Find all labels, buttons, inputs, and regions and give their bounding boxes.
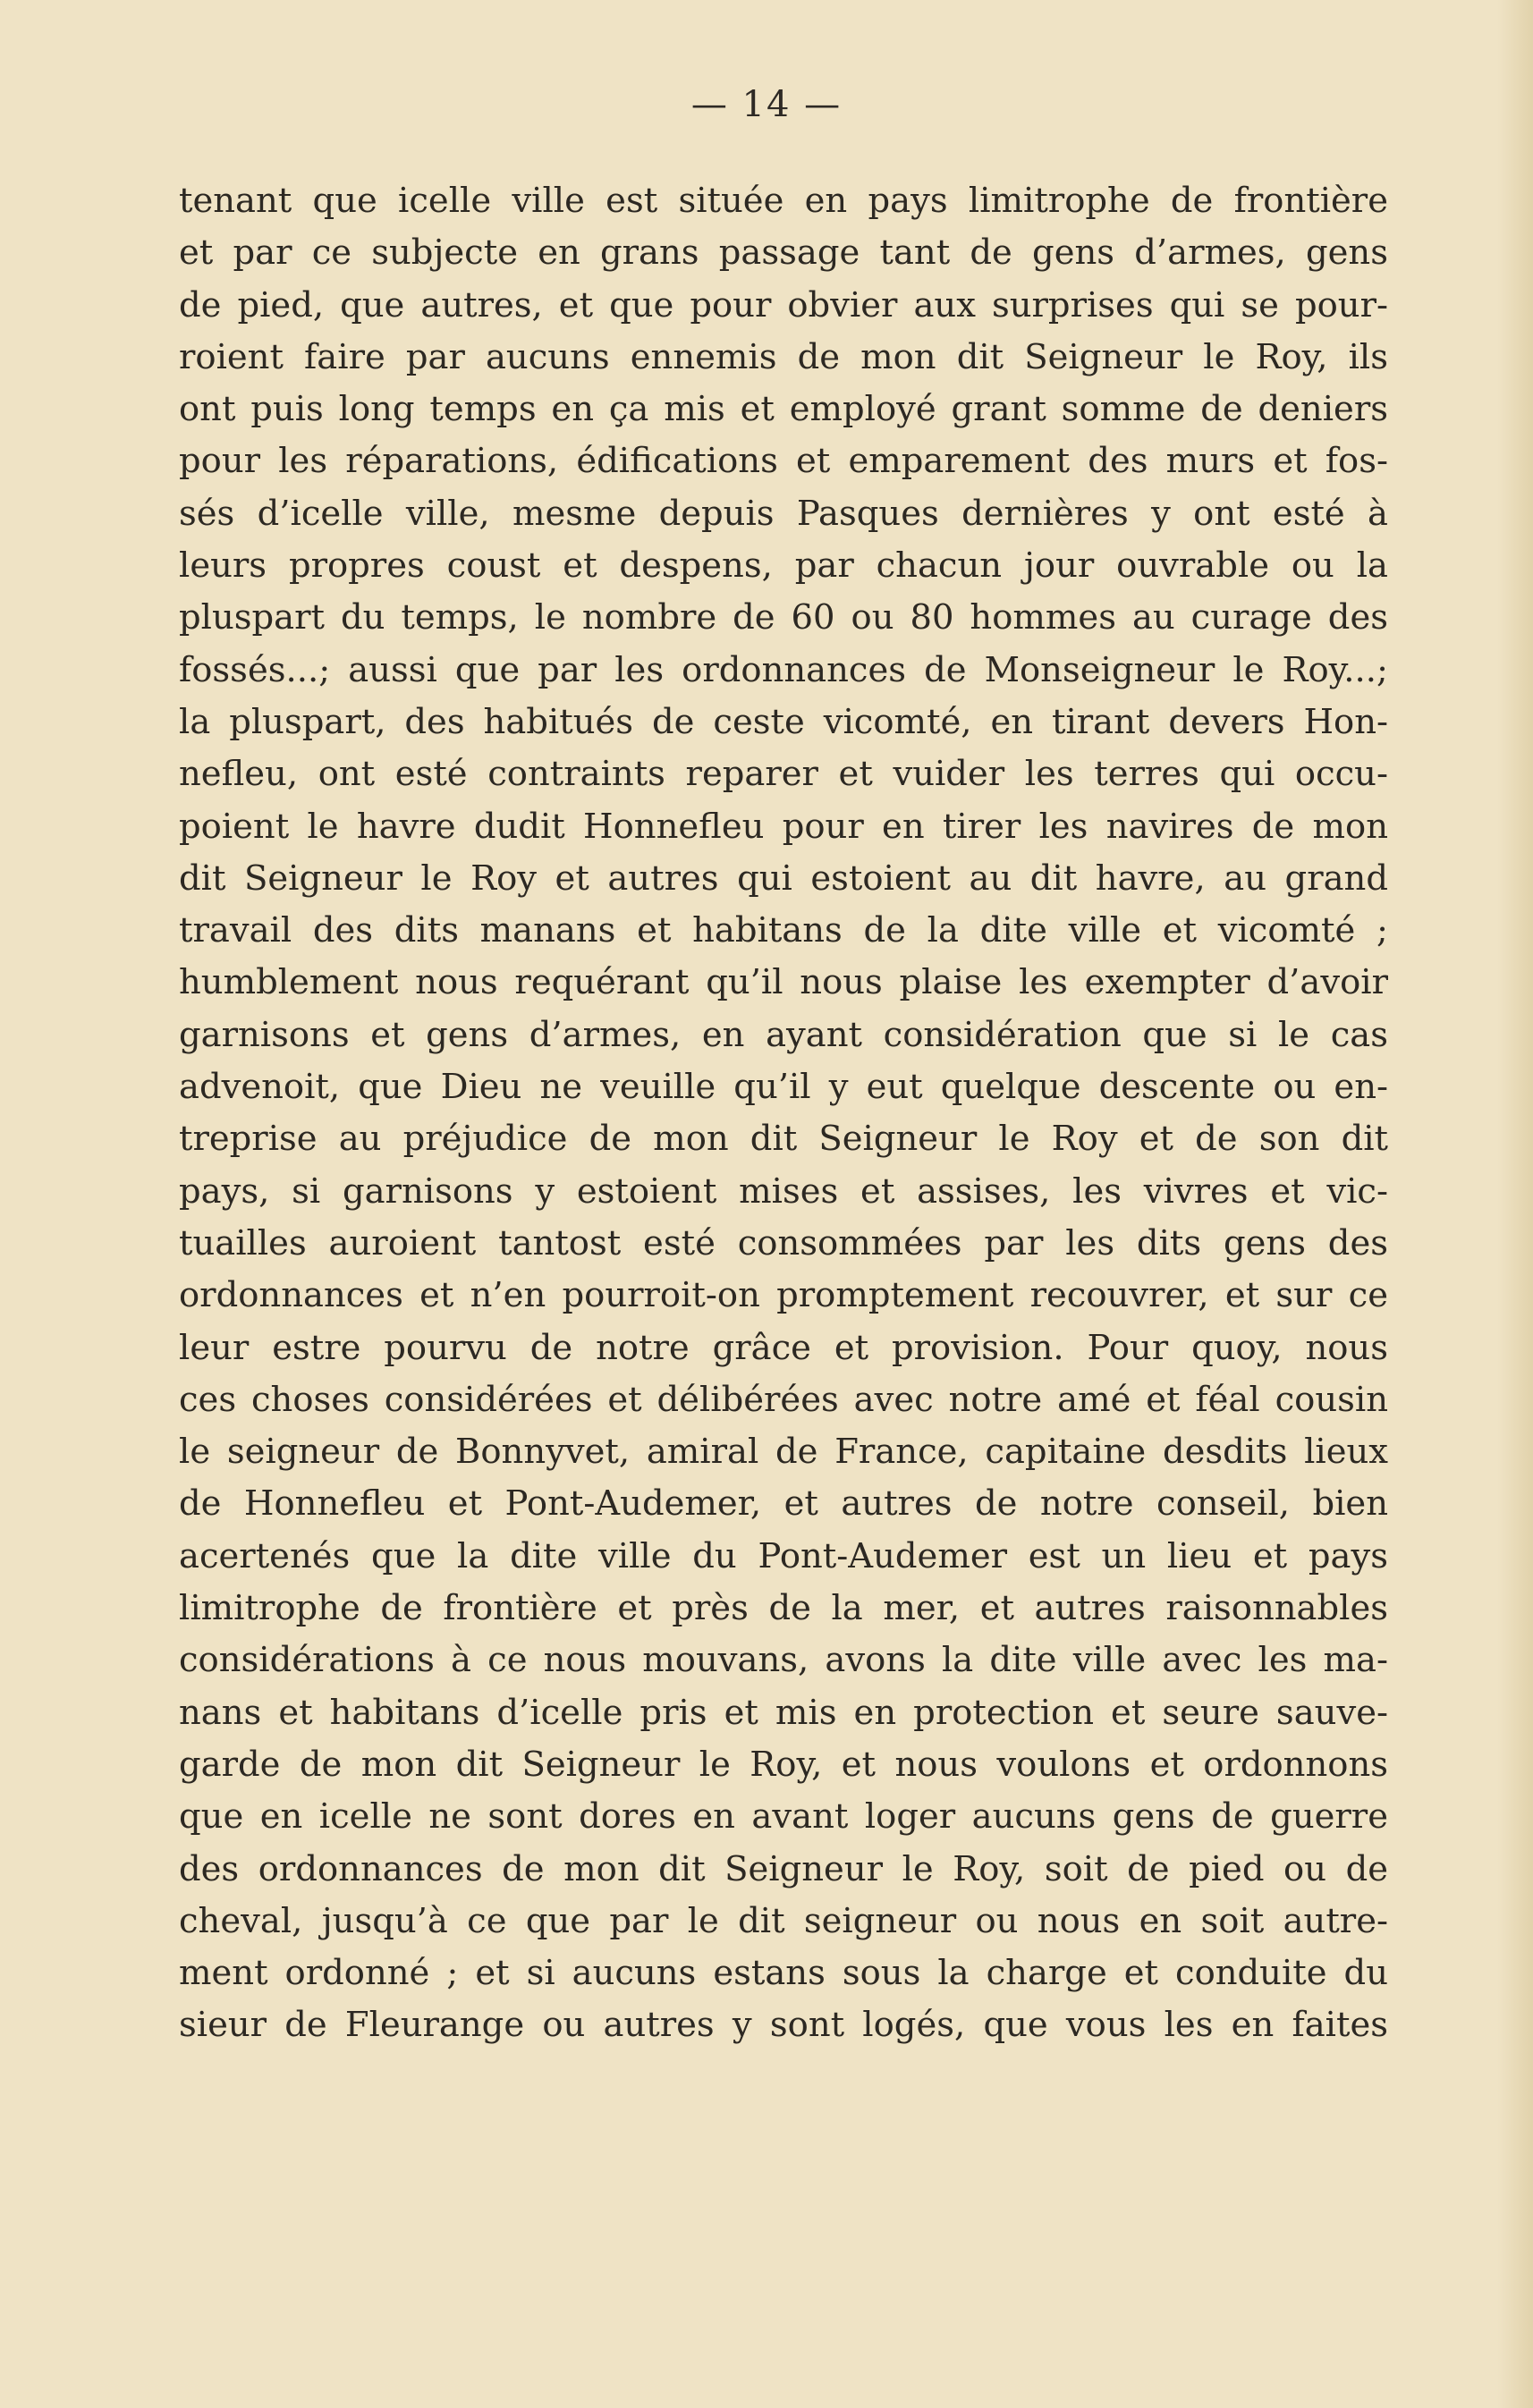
- text-line: sieur de Fleurange ou autres y sont logés, que vous les en faites: [179, 2005, 1388, 2046]
- page-number: — 14 —: [690, 84, 843, 125]
- text-line: dit Seigneur le Roy et autres qui estoient au dit havre, au grand: [179, 858, 1388, 899]
- text-line: des ordonnances de mon dit Seigneur le Roy, soit de pied ou de: [179, 1848, 1388, 1889]
- text-line: leur estre pourvu de notre grâce et provision. Pour quoy, nous: [179, 1327, 1388, 1368]
- text-line: roient faire par aucuns ennemis de mon dit Seigneur le Roy, ils: [179, 336, 1388, 377]
- text-line: la pluspart, des habitués de ceste vicomté, en tirant devers Hon-: [179, 701, 1388, 742]
- text-line: travail des dits manans et habitans de la dite ville et vicomté ;: [179, 910, 1388, 951]
- text-line: limitrophe de frontière et près de la mer, et autres raisonnables: [179, 1588, 1388, 1629]
- text-line: advenoit, que Dieu ne veuille qu’il y eut quelque descente ou en-: [179, 1067, 1388, 1108]
- text-line: ont puis long temps en ça mis et employé grant somme de deniers: [179, 389, 1388, 430]
- text-line: poient le havre dudit Honnefleu pour en tirer les navires de mon: [179, 806, 1388, 847]
- text-line: considérations à ce nous mouvans, avons la dite ville avec les ma-: [179, 1640, 1388, 1681]
- body-text: [179, 175, 1388, 2052]
- text-line: tenant que icelle ville est située en pays limitrophe de frontière: [179, 181, 1388, 221]
- text-line: ces choses considérées et délibérées avec notre amé et féal cousin: [179, 1379, 1388, 1420]
- text-line: leurs propres coust et despens, par chacun jour ouvrable ou la: [179, 545, 1388, 587]
- text-line: garde de mon dit Seigneur le Roy, et nous voulons et ordonnons: [179, 1744, 1388, 1785]
- text-line: pour les réparations, édifications et emparement des murs et fos-: [179, 441, 1388, 482]
- text-line: treprise au préjudice de mon dit Seigneur le Roy et de son dit: [179, 1119, 1388, 1160]
- text-line: de Honnefleu et Pont-Audemer, et autres de notre conseil, bien: [179, 1483, 1388, 1525]
- text-line: garnisons et gens d’armes, en ayant considération que si le cas: [179, 1014, 1388, 1055]
- text-line: humblement nous requérant qu’il nous plaise les exempter d’avoir: [179, 962, 1388, 1003]
- text-line: nans et habitans d’icelle pris et mis en protection et seure sauve-: [179, 1692, 1388, 1733]
- text-line: de pied, que autres, et que pour obvier aux surprises qui se pour-: [179, 284, 1388, 325]
- text-line: pays, si garnisons y estoient mises et assises, les vivres et vic-: [179, 1170, 1388, 1212]
- text-line: ordonnances et n’en pourroit-on promptement recouvrer, et sur ce: [179, 1275, 1388, 1316]
- text-line: et par ce subjecte en grans passage tant de gens d’armes, gens: [179, 232, 1388, 274]
- text-line: fossés...; aussi que par les ordonnances de Monseigneur le Roy...;: [179, 649, 1388, 690]
- text-line: cheval, jusqu’à ce que par le dit seigneur ou nous en soit autre-: [179, 1900, 1388, 1941]
- text-line: tuailles auroient tantost esté consommées par les dits gens des: [179, 1222, 1388, 1263]
- text-line: le seigneur de Bonnyvet, amiral de France, capitaine desdits lieux: [179, 1432, 1388, 1473]
- page-edge-shadow: [1497, 0, 1533, 2408]
- text-line: que en icelle ne sont dores en avant loger aucuns gens de guerre: [179, 1796, 1388, 1838]
- text-line: pluspart du temps, le nombre de 60 ou 80 hommes au curage des: [179, 597, 1388, 638]
- text-line: acertenés que la dite ville du Pont-Audemer est un lieu et pays: [179, 1535, 1388, 1576]
- text-line: nefleu, ont esté contraints reparer et vuider les terres qui occu-: [179, 754, 1388, 795]
- text-line: sés d’icelle ville, mesme depuis Pasques dernières y ont esté à: [179, 493, 1388, 534]
- text-line: ment ordonné ; et si aucuns estans sous la charge et conduite du: [179, 1953, 1388, 1994]
